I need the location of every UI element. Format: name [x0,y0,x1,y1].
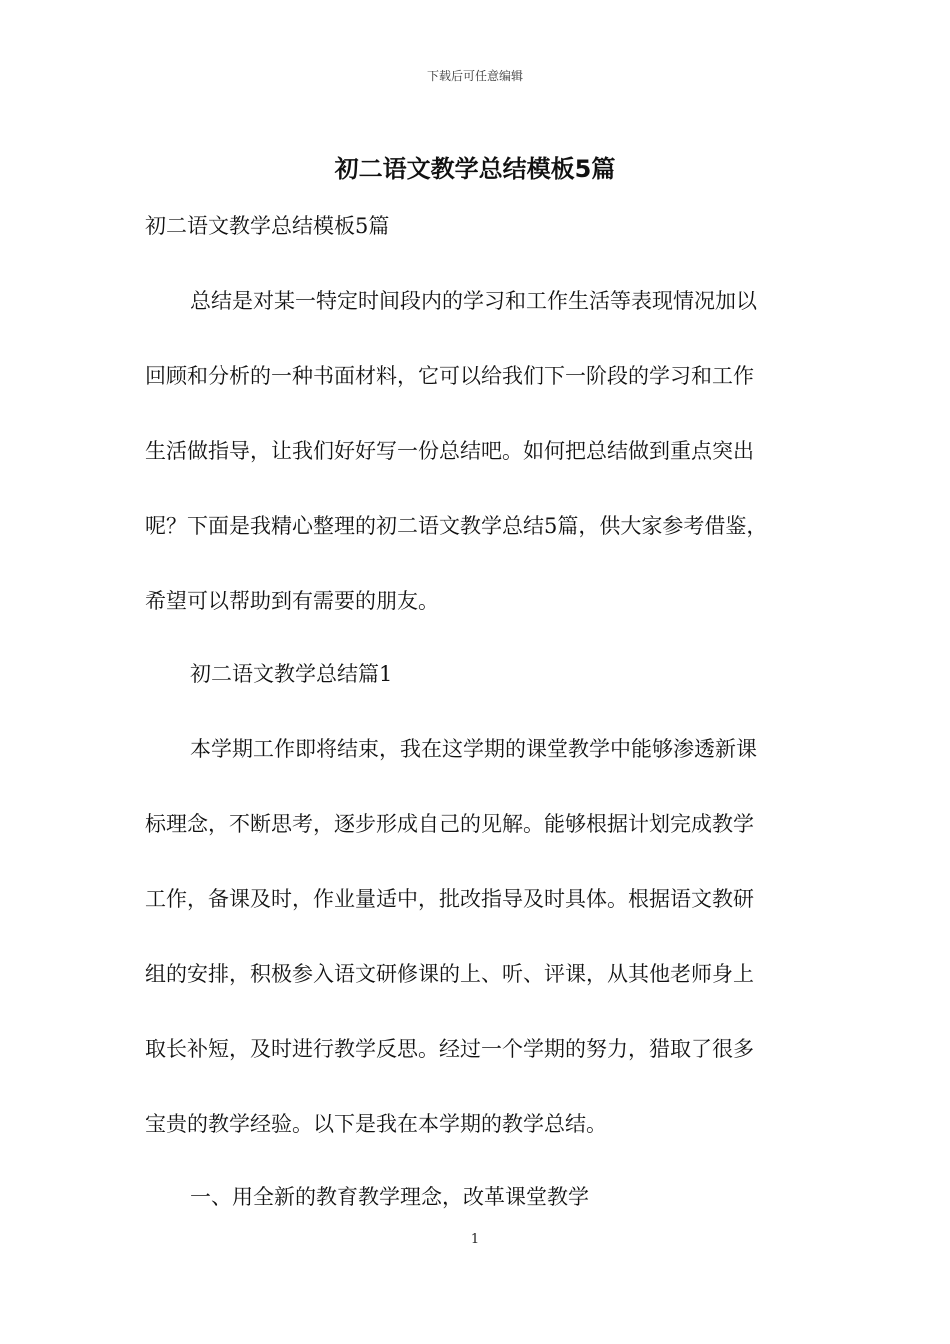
document-title: 初二语文教学总结模板5篇 [334,155,616,183]
paragraph-line: 本学期工作即将结束，我在这学期的课堂教学中能够渗透新课 [190,737,757,761]
paragraph-line: 工作，备课及时，作业量适中，批改指导及时具体。根据语文教研 [145,887,754,911]
section-heading: 初二语文教学总结篇1 [190,662,393,686]
page-number: 1 [470,1232,480,1247]
paragraph-line: 标理念，不断思考，逐步形成自己的见解。能够根据计划完成教学 [145,812,754,836]
document-subtitle: 初二语文教学总结模板5篇 [145,214,390,238]
paragraph-line: 宝贵的教学经验。以下是我在本学期的教学总结。 [145,1112,607,1136]
paragraph-line: 总结是对某一特定时间段内的学习和工作生活等表现情况加以 [190,289,757,313]
paragraph-line: 回顾和分析的一种书面材料，它可以给我们下一阶段的学习和工作 [145,364,754,388]
header-note: 下载后可任意编辑 [426,69,523,83]
paragraph-line: 组的安排，积极参入语文研修课的上、听、评课，从其他老师身上 [145,962,754,986]
paragraph-line: 希望可以帮助到有需要的朋友。 [145,589,439,613]
section-heading: 一、用全新的教育教学理念，改革课堂教学 [190,1185,589,1209]
paragraph-line: 呢？下面是我精心整理的初二语文教学总结5篇，供大家参考借鉴， [145,514,768,538]
paragraph-line: 取长补短，及时进行教学反思。经过一个学期的努力，猎取了很多 [145,1037,754,1061]
paragraph-line: 生活做指导，让我们好好写一份总结吧。如何把总结做到重点突出 [145,439,754,463]
